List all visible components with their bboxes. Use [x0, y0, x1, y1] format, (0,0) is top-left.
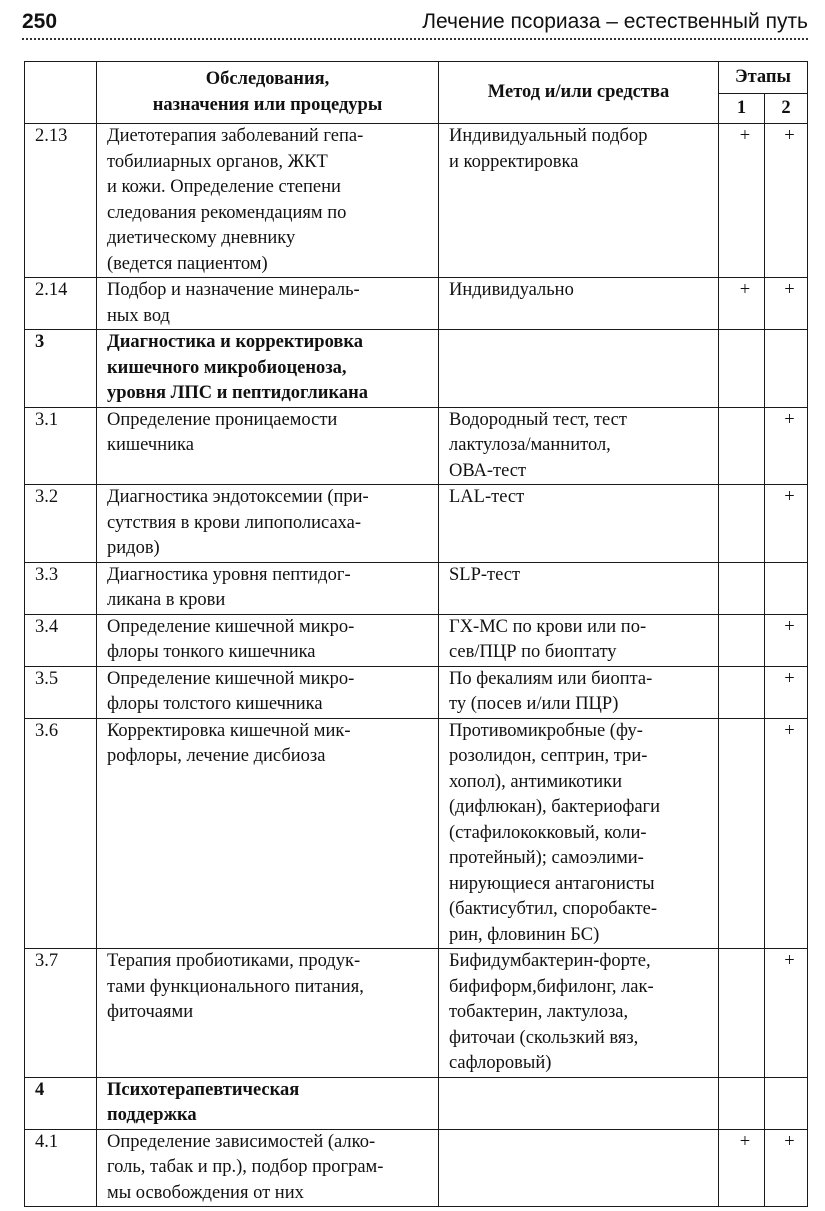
row-stage-2-mark: +: [765, 278, 808, 330]
table-row: [25, 1129, 808, 1207]
row-stage-1-mark: [719, 666, 765, 718]
row-stage-1-mark: [719, 485, 765, 563]
row-number: 4: [25, 1077, 97, 1129]
table-row: [25, 124, 808, 278]
row-number: 3: [25, 330, 97, 408]
section-row: [25, 1077, 808, 1129]
row-number: 2.14: [25, 278, 97, 330]
table-row: [25, 278, 808, 330]
row-number: 3.4: [25, 614, 97, 666]
table-row: [25, 614, 808, 666]
row-method: Бифидумбактерин-форте, бифиформ,бифилонг, лак- тобактерин, лактулоза, фиточаи (скользкий вяз, сафлоровый): [439, 949, 719, 1078]
row-stage-2-mark: [765, 1077, 808, 1129]
table-row: [25, 718, 808, 949]
row-number: 3.5: [25, 666, 97, 718]
row-number: 3.1: [25, 407, 97, 485]
row-number: 2.13: [25, 124, 97, 278]
row-stage-1-mark: [719, 562, 765, 614]
number-column-header: [25, 62, 97, 124]
row-method: Индивидуальный подбор и корректировка: [439, 124, 719, 278]
table-row: [25, 562, 808, 614]
stages-column-header: Этапы: [719, 62, 808, 94]
row-stage-1-mark: +: [719, 124, 765, 278]
row-method: Индивидуально: [439, 278, 719, 330]
row-method: [439, 1077, 719, 1129]
row-method: SLP-тест: [439, 562, 719, 614]
row-procedure: Определение кишечной микро- флоры тонкого кишечника: [97, 614, 439, 666]
row-stage-1-mark: [719, 407, 765, 485]
row-procedure: Определение зависимостей (алко- голь, табак и пр.), подбор програм- мы освобождения от них: [97, 1129, 439, 1207]
row-stage-2-mark: +: [765, 718, 808, 949]
row-stage-1-mark: [719, 949, 765, 1078]
row-stage-2-mark: +: [765, 407, 808, 485]
row-stage-2-mark: +: [765, 666, 808, 718]
row-number: 3.3: [25, 562, 97, 614]
table-row: [25, 666, 808, 718]
row-method: LAL-тест: [439, 485, 719, 563]
section-row: [25, 330, 808, 408]
row-procedure: Диетотерапия заболеваний гепа- тобилиарных органов, ЖКТ и кожи. Определение степени следования рекомендациям по диетическому дневнику (ведется пациентом): [97, 124, 439, 278]
row-stage-2-mark: [765, 330, 808, 408]
table-row: [25, 485, 808, 563]
row-stage-2-mark: +: [765, 1129, 808, 1207]
row-method: [439, 1129, 719, 1207]
row-stage-1-mark: +: [719, 1129, 765, 1207]
row-procedure: Диагностика эндотоксемии (при- сутствия в крови липополисаха- ридов): [97, 485, 439, 563]
row-stage-2-mark: +: [765, 949, 808, 1078]
row-stage-1-mark: [719, 330, 765, 408]
row-number: 4.1: [25, 1129, 97, 1207]
row-procedure: Диагностика и корректировка кишечного микробиоценоза, уровня ЛПС и пептидогликана: [97, 330, 439, 408]
row-method: [439, 330, 719, 408]
row-stage-2-mark: +: [765, 124, 808, 278]
stage-1-header: 1: [719, 94, 765, 124]
treatment-protocol-table: [24, 61, 808, 1207]
row-procedure: Диагностика уровня пептидог- ликана в крови: [97, 562, 439, 614]
row-procedure: Психотерапевтическая поддержка: [97, 1077, 439, 1129]
row-procedure: Определение проницаемости кишечника: [97, 407, 439, 485]
row-method: Противомикробные (фу- розолидон, септрин, три- хопол), антимикотики (дифлюкан), бактериофаги (стафилококковый, коли- протейный); самоэлими- нирующиеся антагонисты (бактисубтил, споробакте- рин, фловинин БС): [439, 718, 719, 949]
row-stage-2-mark: +: [765, 614, 808, 666]
row-number: 3.7: [25, 949, 97, 1078]
stage-2-header: 2: [765, 94, 808, 124]
table-row: [25, 949, 808, 1078]
row-stage-1-mark: [719, 718, 765, 949]
row-method: ГХ-МС по крови или по- сев/ПЦР по биоптату: [439, 614, 719, 666]
row-stage-1-mark: [719, 614, 765, 666]
row-method: По фекалиям или биопта- ту (посев и/или ПЦР): [439, 666, 719, 718]
row-stage-1-mark: +: [719, 278, 765, 330]
row-procedure: Подбор и назначение минераль- ных вод: [97, 278, 439, 330]
row-stage-2-mark: +: [765, 485, 808, 563]
row-number: 3.6: [25, 718, 97, 949]
page-header: [22, 8, 808, 40]
method-column-header: Метод и/или средства: [439, 62, 719, 124]
row-procedure: Определение кишечной микро- флоры толстого кишечника: [97, 666, 439, 718]
row-stage-1-mark: [719, 1077, 765, 1129]
procedure-column-header: Обследования, назначения или процедуры: [97, 62, 439, 124]
row-method: Водородный тест, тест лактулоза/маннитол, ОВА-тест: [439, 407, 719, 485]
row-procedure: Корректировка кишечной мик- рофлоры, лечение дисбиоза: [97, 718, 439, 949]
row-number: 3.2: [25, 485, 97, 563]
row-procedure: Терапия пробиотиками, продук- тами функционального питания, фиточаями: [97, 949, 439, 1078]
row-stage-2-mark: [765, 562, 808, 614]
table-row: [25, 407, 808, 485]
running-title: Лечение псориаза – естественный путь: [422, 10, 808, 33]
page-number: 250: [22, 10, 58, 33]
